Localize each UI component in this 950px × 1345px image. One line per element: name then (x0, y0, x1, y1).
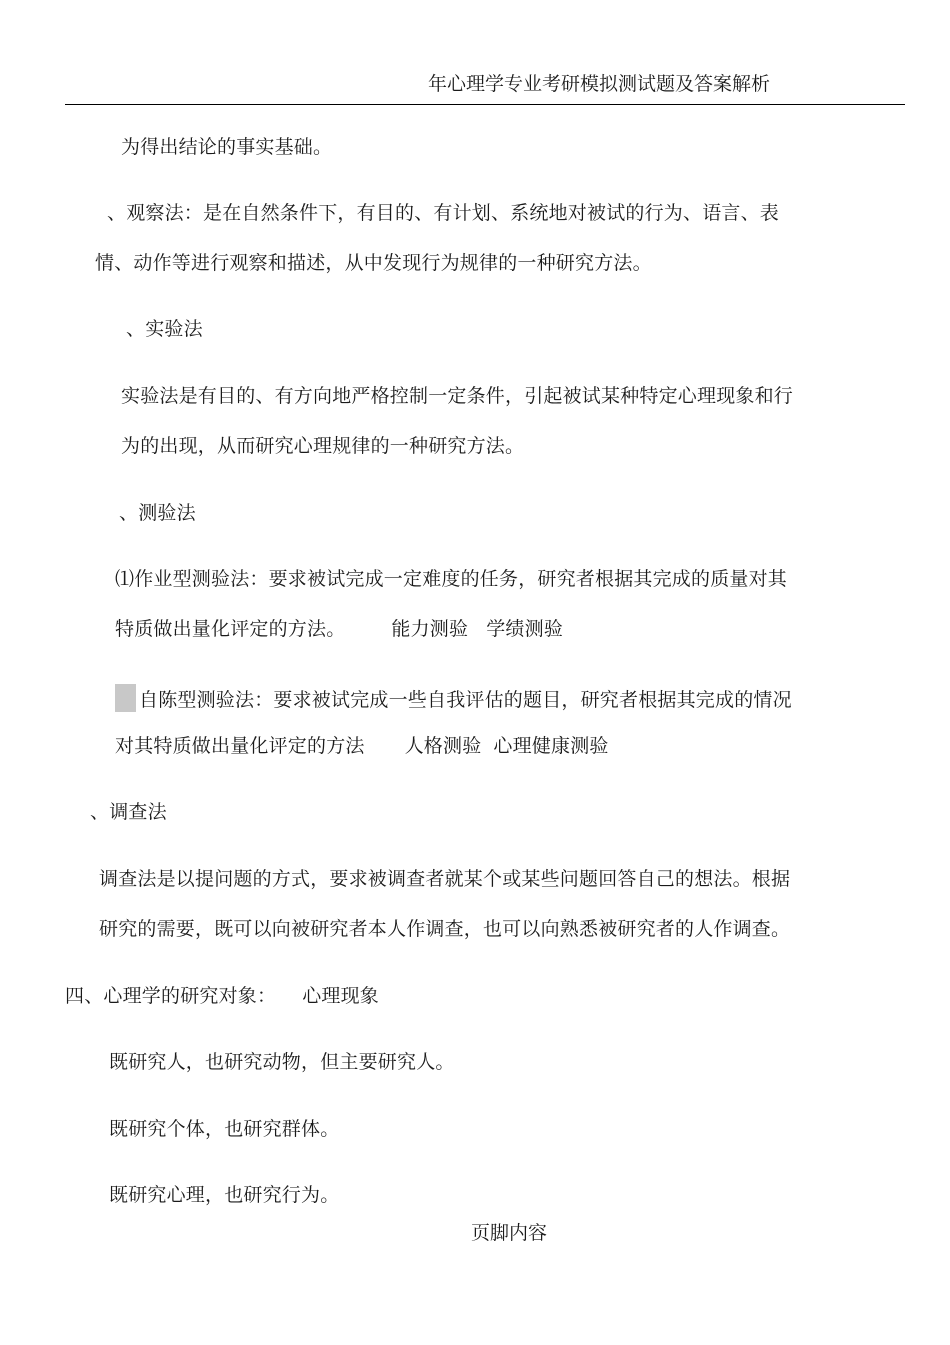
section-four-heading (65, 984, 379, 1008)
survey-method-heading: 、调查法 (90, 801, 167, 823)
experiment-method-line-2: 为的出现，从而研究心理规律的一种研究方法。 (121, 435, 525, 457)
task-test-line-1: ⑴作业型测验法：要求被试完成一定难度的任务，研究者根据其完成的质量对其 (115, 568, 788, 590)
ability-test-label: 能力测验 (391, 618, 469, 640)
task-test-text: 特质做出量化评定的方法。 (115, 618, 346, 640)
observation-method-line-2: 情、动作等进行观察和描述，从中发现行为规律的一种研究方法。 (95, 252, 652, 274)
research-object-line-3: 既研究心理，也研究行为。 (109, 1184, 340, 1206)
experiment-method-line-1: 实验法是有目的、有方向地严格控制一定条件，引起被试某种特定心理现象和行 (121, 385, 794, 407)
personality-test-label: 人格测验 (404, 735, 482, 757)
header-rule (65, 104, 905, 105)
mental-health-test-label: 心理健康测验 (493, 735, 609, 757)
survey-method-line-1: 调查法是以提问题的方式，要求被调查者就某个或某些问题回答自己的想法。根据 (99, 868, 791, 890)
self-report-test-text-2: 对其特质做出量化评定的方法 (115, 735, 365, 757)
research-object-line-2: 既研究个体，也研究群体。 (109, 1118, 340, 1140)
page-footer: 页脚内容 (471, 1222, 548, 1244)
redacted-number-box (115, 684, 136, 712)
research-object-line-1: 既研究人，也研究动物，但主要研究人。 (109, 1051, 455, 1073)
experiment-method-heading: 、实验法 (126, 318, 203, 340)
header-title: 年心理学专业考研模拟测试题及答案解析 (428, 73, 771, 95)
section-four-subject: 心理现象 (302, 985, 380, 1007)
self-report-test-text: 自陈型测验法：要求被试完成一些自我评估的题目，研究者根据其完成的情况 (139, 689, 792, 711)
section-four-title: 四、心理学的研究对象： (65, 985, 277, 1007)
survey-method-line-2: 研究的需要，既可以向被研究者本人作调查，也可以向熟悉被研究者的人作调查。 (99, 918, 791, 940)
achievement-test-label: 学绩测验 (486, 618, 564, 640)
task-test-line-2 (115, 617, 563, 641)
paragraph-line: 为得出结论的事实基础。 (121, 136, 333, 158)
test-method-heading: 、测验法 (119, 502, 196, 524)
observation-method-line-1: 、观察法：是在自然条件下，有目的、有计划、系统地对被试的行为、语言、表 (107, 202, 780, 224)
self-report-test-line-1 (115, 684, 792, 712)
self-report-test-line-2 (115, 734, 609, 758)
